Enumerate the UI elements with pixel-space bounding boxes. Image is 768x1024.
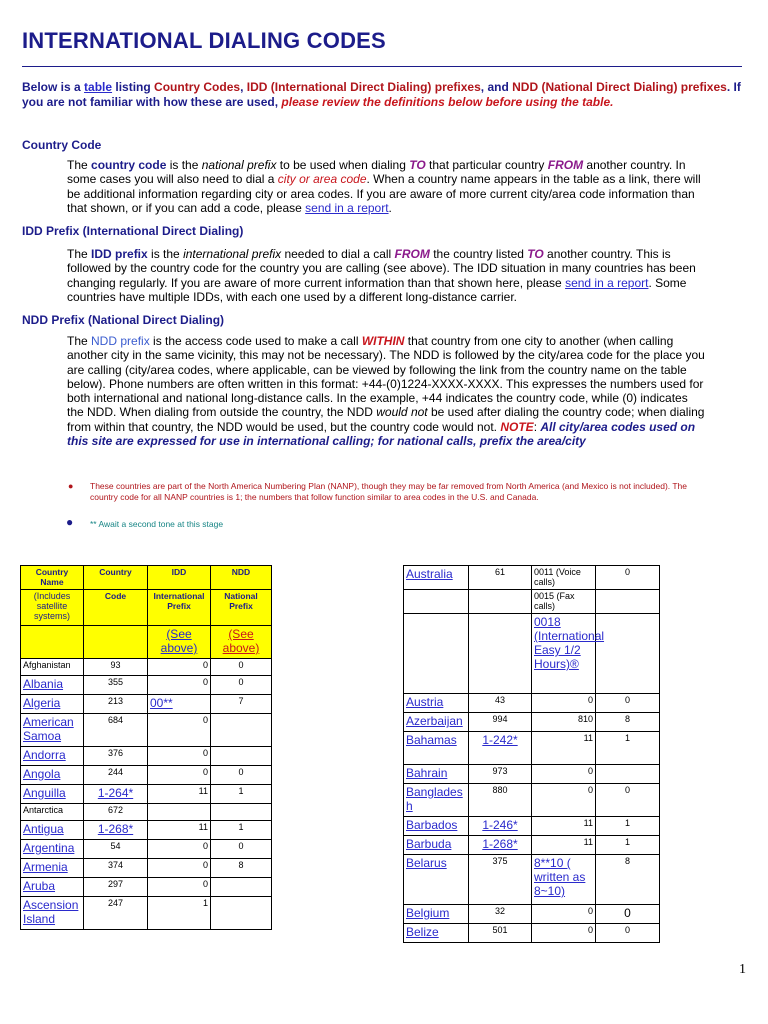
code-belize: 501 (469, 924, 532, 943)
ndd-andorra (211, 747, 272, 766)
table-row (404, 784, 660, 817)
table-row (21, 785, 272, 804)
code-banglades-h: 880 (469, 784, 532, 817)
country-azerbaijan[interactable]: Azerbaijan (404, 713, 469, 732)
second-tone-note: ** Await a second tone at this stage (90, 519, 224, 529)
table-row (404, 836, 660, 855)
code-anguilla[interactable]: 1-264* (84, 785, 148, 804)
ndd-azerbaijan: 8 (596, 713, 660, 732)
header-code: Code (84, 590, 148, 626)
idd-austria: 0 (532, 694, 596, 713)
table-row (404, 905, 660, 924)
code-bahrain: 973 (469, 765, 532, 784)
ndd-albania: 0 (211, 676, 272, 695)
ndd-afghanistan: 0 (211, 659, 272, 676)
country-bahamas[interactable]: Bahamas (404, 732, 469, 765)
country-austria[interactable]: Austria (404, 694, 469, 713)
code-andorra: 376 (84, 747, 148, 766)
code-aruba: 297 (84, 878, 148, 897)
empty-cell (404, 590, 469, 614)
idd-barbuda: 11 (532, 836, 596, 855)
ndd-belarus: 8 (596, 855, 660, 905)
idd-prefix-heading: IDD Prefix (International Direct Dialing) (22, 224, 244, 238)
bullet-dot: ● (68, 481, 74, 491)
ndd-belize: 0 (596, 924, 660, 943)
ndd-antigua: 1 (211, 821, 272, 840)
page-title: INTERNATIONAL DIALING CODES (22, 28, 386, 53)
idd-azerbaijan: 810 (532, 713, 596, 732)
table-row (404, 924, 660, 943)
title-rule (22, 66, 742, 67)
header-natl-prefix: National Prefix (211, 590, 272, 626)
country-afghanistan: Afghanistan (21, 659, 84, 676)
header-intl-prefix: International Prefix (148, 590, 211, 626)
ndd-angola: 0 (211, 766, 272, 785)
idd-prefix-paragraph: The IDD prefix is the international prefix needed to dial a call FROM the country listed TO another country. This is followed by the country code for the country you are calling (see above). The IDD situation in many countries has been changing regularly. If you are aware of more current information than that shown here, please send in a report. Some countries have multiple IDDs, with each one used by a different long-distance carrier. (67, 247, 696, 304)
country-belarus[interactable]: Belarus (404, 855, 469, 905)
ndd-ascension-island (211, 897, 272, 930)
ndd-barbuda: 1 (596, 836, 660, 855)
header-country-name: Country Name (21, 566, 84, 590)
country-argentina[interactable]: Argentina (21, 840, 84, 859)
ndd-barbados: 1 (596, 817, 660, 836)
idd-anguilla: 11 (148, 785, 211, 804)
table-row (404, 694, 660, 713)
country-american-samoa[interactable]: American Samoa (21, 714, 84, 747)
table-row (21, 659, 272, 676)
table-row (21, 676, 272, 695)
ndd-prefix-paragraph: The NDD prefix is the access code used to make a call WITHIN that country from one city to another (when calling another city in the same vicinity, this may not be necessary). The NDD is followed by the city/area code for the place you are calling (city/area codes, where applicable, can be viewed by following the link from the country name on the table below). Phone numbers are often written in this format: +44-(0)1224-XXXX-XXXX. This expresses the numbers used for both international and national long-distance calls. In the example, +44 indicates the country code, while (0) indicates the NDD. When dialing from outside the country, the NDD would not be used after dialing the country code; when dialing from within that country, the NDD would be used, but the country code would not. NOTE: All city/area codes used on this site are expressed for use in international calling; for national calls, prefix the area/city (67, 334, 705, 449)
code-algeria: 213 (84, 695, 148, 714)
empty-cell (469, 590, 532, 614)
table-row (21, 840, 272, 859)
idd-bahamas: 11 (532, 732, 596, 765)
send-report-link-2[interactable]: send in a report (565, 275, 649, 290)
table-row (404, 817, 660, 836)
ndd-anguilla: 1 (211, 785, 272, 804)
table-row (21, 714, 272, 747)
table-row (21, 878, 272, 897)
idd-aruba: 0 (148, 878, 211, 897)
ndd-banglades-h: 0 (596, 784, 660, 817)
ndd-aruba (211, 878, 272, 897)
country-andorra[interactable]: Andorra (21, 747, 84, 766)
code-australia: 61 (469, 566, 532, 590)
ndd-argentina: 0 (211, 840, 272, 859)
code-american-samoa: 684 (84, 714, 148, 747)
header-blank (21, 626, 84, 659)
idd-algeria[interactable]: 00** (148, 695, 211, 714)
idd-armenia: 0 (148, 859, 211, 878)
table-row (21, 821, 272, 840)
dialing-codes-table-right (403, 565, 660, 943)
code-antigua[interactable]: 1-268* (84, 821, 148, 840)
code-austria: 43 (469, 694, 532, 713)
empty-cell (596, 614, 660, 694)
ndd-bahamas: 1 (596, 732, 660, 765)
code-albania: 355 (84, 676, 148, 695)
idd-afghanistan: 0 (148, 659, 211, 676)
ndd-armenia: 8 (211, 859, 272, 878)
country-albania[interactable]: Albania (21, 676, 84, 695)
code-bahamas[interactable]: 1-242* (469, 732, 532, 765)
code-ascension-island: 247 (84, 897, 148, 930)
code-barbados[interactable]: 1-246* (469, 817, 532, 836)
country-angola[interactable]: Angola (21, 766, 84, 785)
country-barbados[interactable]: Barbados (404, 817, 469, 836)
country-banglades-h[interactable]: Banglades h (404, 784, 469, 817)
country-ascension-island[interactable]: Ascension Island (21, 897, 84, 930)
country-algeria[interactable]: Algeria (21, 695, 84, 714)
table-row (21, 859, 272, 878)
table-row (21, 897, 272, 930)
code-azerbaijan: 994 (469, 713, 532, 732)
idd-albania: 0 (148, 676, 211, 695)
table-row (21, 766, 272, 785)
code-armenia: 374 (84, 859, 148, 878)
code-angola: 244 (84, 766, 148, 785)
dialing-codes-table-left (20, 565, 272, 930)
idd-argentina: 0 (148, 840, 211, 859)
idd-ascension-island: 1 (148, 897, 211, 930)
idd-australia-easy[interactable]: 0018 (International Easy 1/2 Hours)® (532, 614, 596, 694)
header-idd: IDD (148, 566, 211, 590)
header-blank (84, 626, 148, 659)
country-barbuda[interactable]: Barbuda (404, 836, 469, 855)
header-includes: (Includes satellite systems) (21, 590, 84, 626)
table-row (404, 732, 660, 765)
idd-antarctica (148, 804, 211, 821)
country-bahrain[interactable]: Bahrain (404, 765, 469, 784)
table-row (21, 747, 272, 766)
header-country: Country (84, 566, 148, 590)
country-antigua[interactable]: Antigua (21, 821, 84, 840)
bullet-dot: ● (66, 515, 74, 529)
country-belgium[interactable]: Belgium (404, 905, 469, 924)
idd-american-samoa: 0 (148, 714, 211, 747)
country-code-paragraph: The country code is the national prefix to be used when dialing TO that particular country FROM another country. In some cases you will also need to dial a city or area code. When a country name appears in the table as a link, there will be additional information regarding city or area codes. If you are aware of more current city/area code information than that shown, or if you can add a code, please send in a report. (67, 158, 701, 215)
empty-cell (404, 614, 469, 694)
idd-belgium: 0 (532, 905, 596, 924)
country-aruba[interactable]: Aruba (21, 878, 84, 897)
see-above-ndd[interactable]: (See above) (211, 626, 272, 659)
empty-cell (596, 590, 660, 614)
code-antarctica: 672 (84, 804, 148, 821)
idd-belize: 0 (532, 924, 596, 943)
country-antarctica: Antarctica (21, 804, 84, 821)
idd-barbados: 11 (532, 817, 596, 836)
code-argentina: 54 (84, 840, 148, 859)
send-report-link[interactable]: send in a report (305, 200, 389, 215)
ndd-australia: 0 (596, 566, 660, 590)
country-belize[interactable]: Belize (404, 924, 469, 943)
idd-antigua: 11 (148, 821, 211, 840)
code-belgium: 32 (469, 905, 532, 924)
ndd-antarctica (211, 804, 272, 821)
country-anguilla[interactable]: Anguilla (21, 785, 84, 804)
code-afghanistan: 93 (84, 659, 148, 676)
intro-paragraph: Below is a table listing Country Codes, IDD (International Direct Dialing) prefixes, and NDD (National Direct Dialing) prefixes. If you are not familiar with how these are used, please review the definitions below before using the table. (22, 80, 741, 109)
idd-australia-voice: 0011 (Voice calls) (532, 566, 596, 590)
nanp-note: These countries are part of the North America Numbering Plan (NANP), though they may be far removed from North America (and Mexico is not included). The country code for all NANP countries is 1; the numbers that follow function similar to area codes in the U.S. and Canada. (90, 481, 688, 502)
header-ndd: NDD (211, 566, 272, 590)
country-australia[interactable]: Australia (404, 566, 469, 590)
ndd-algeria: 7 (211, 695, 272, 714)
idd-bahrain: 0 (532, 765, 596, 784)
code-belarus: 375 (469, 855, 532, 905)
ndd-american-samoa (211, 714, 272, 747)
table-row (404, 855, 660, 905)
ndd-bahrain (596, 765, 660, 784)
country-code-heading: Country Code (22, 138, 102, 152)
see-above-idd[interactable]: (See above) (148, 626, 211, 659)
table-row (21, 695, 272, 714)
table-row (21, 804, 272, 821)
idd-belarus[interactable]: 8**10 ( written as 8~10) (532, 855, 596, 905)
ndd-prefix-heading: NDD Prefix (National Direct Dialing) (22, 313, 225, 327)
ndd-austria: 0 (596, 694, 660, 713)
code-barbuda[interactable]: 1-268* (469, 836, 532, 855)
page-number: 1 (739, 962, 746, 977)
country-armenia[interactable]: Armenia (21, 859, 84, 878)
table-row (404, 713, 660, 732)
idd-banglades-h: 0 (532, 784, 596, 817)
idd-angola: 0 (148, 766, 211, 785)
ndd-belgium: 0 (596, 905, 660, 924)
table-link[interactable]: table (84, 80, 113, 94)
empty-cell (469, 614, 532, 694)
table-row (404, 765, 660, 784)
idd-andorra: 0 (148, 747, 211, 766)
idd-australia-fax: 0015 (Fax calls) (532, 590, 596, 614)
